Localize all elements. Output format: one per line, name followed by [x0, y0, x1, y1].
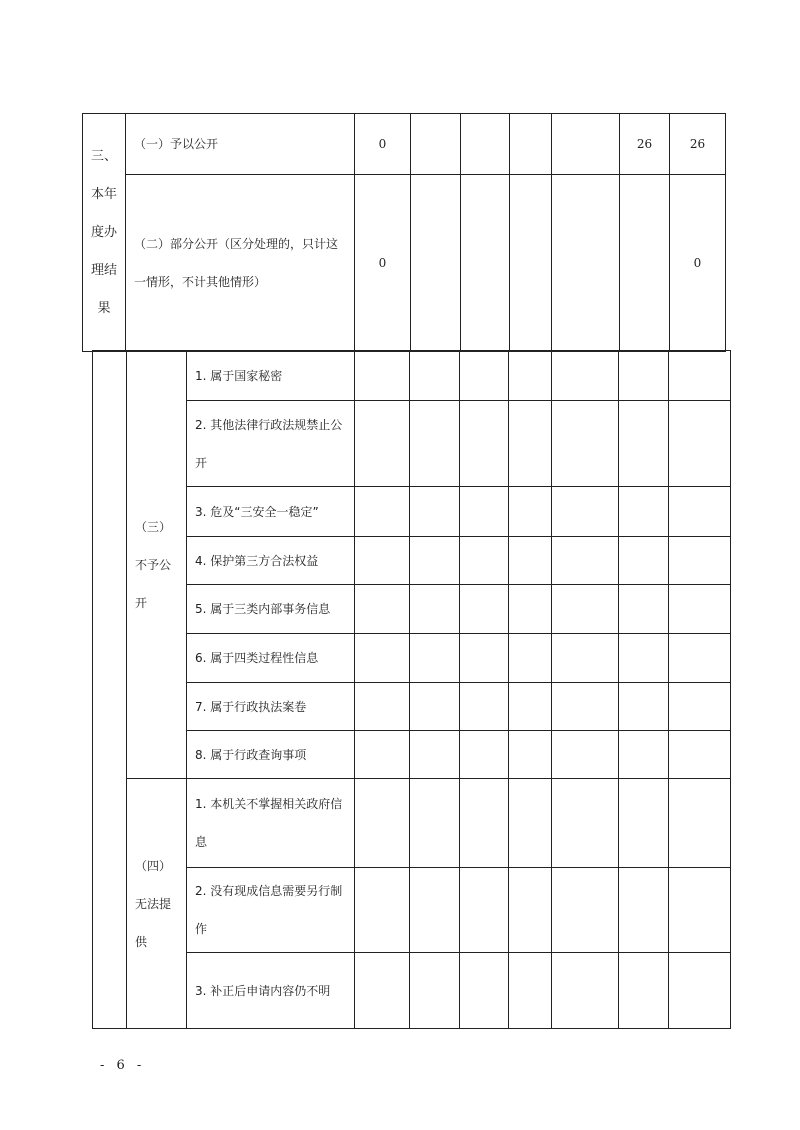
page-number: - 6 - — [100, 1058, 146, 1073]
cell-value: 0 — [355, 114, 411, 175]
cell-value: 0 — [670, 175, 726, 352]
item-label: 2. 其他法律行政法规禁止公开 — [187, 401, 355, 487]
cell-value — [411, 175, 461, 352]
cell-value: 26 — [620, 114, 670, 175]
blank-left-column — [93, 351, 127, 1029]
cell-value — [620, 175, 670, 352]
cell-value — [552, 114, 620, 175]
cell-value — [510, 114, 552, 175]
item-label: 6. 属于四类过程性信息 — [187, 634, 355, 683]
section-title — [83, 114, 126, 352]
item-label: 2. 没有现成信息需要另行制作 — [187, 868, 355, 953]
item-label: 5. 属于三类内部事务信息 — [187, 585, 355, 634]
cell-value — [461, 114, 510, 175]
item-label: 8. 属于行政查询事项 — [187, 731, 355, 779]
item-label: 3. 补正后申请内容仍不明 — [187, 953, 355, 1029]
cell-value — [411, 114, 461, 175]
item-label: 1. 属于国家秘密 — [187, 351, 355, 401]
cell-value — [510, 175, 552, 352]
group3-label: （三）不予公开 — [127, 351, 187, 779]
cell-value — [552, 175, 620, 352]
results-table-bottom — [92, 350, 731, 1029]
item-label: 7. 属于行政执法案卷 — [187, 683, 355, 731]
section-title-text: 三、本年度办理结果 — [90, 148, 117, 316]
row-label: （一）予以公开 — [126, 114, 355, 175]
cell-value: 26 — [670, 114, 726, 175]
cell-value — [461, 175, 510, 352]
item-label: 3. 危及“三安全一稳定” — [187, 487, 355, 537]
results-table-top — [82, 113, 726, 352]
group4-label: （四）无法提供 — [127, 779, 187, 1029]
row-label: （二）部分公开（区分处理的，只计这一情形，不计其他情形） — [126, 175, 355, 352]
item-label: 4. 保护第三方合法权益 — [187, 537, 355, 585]
item-label: 1. 本机关不掌握相关政府信息 — [187, 779, 355, 868]
cell-value: 0 — [355, 175, 411, 352]
